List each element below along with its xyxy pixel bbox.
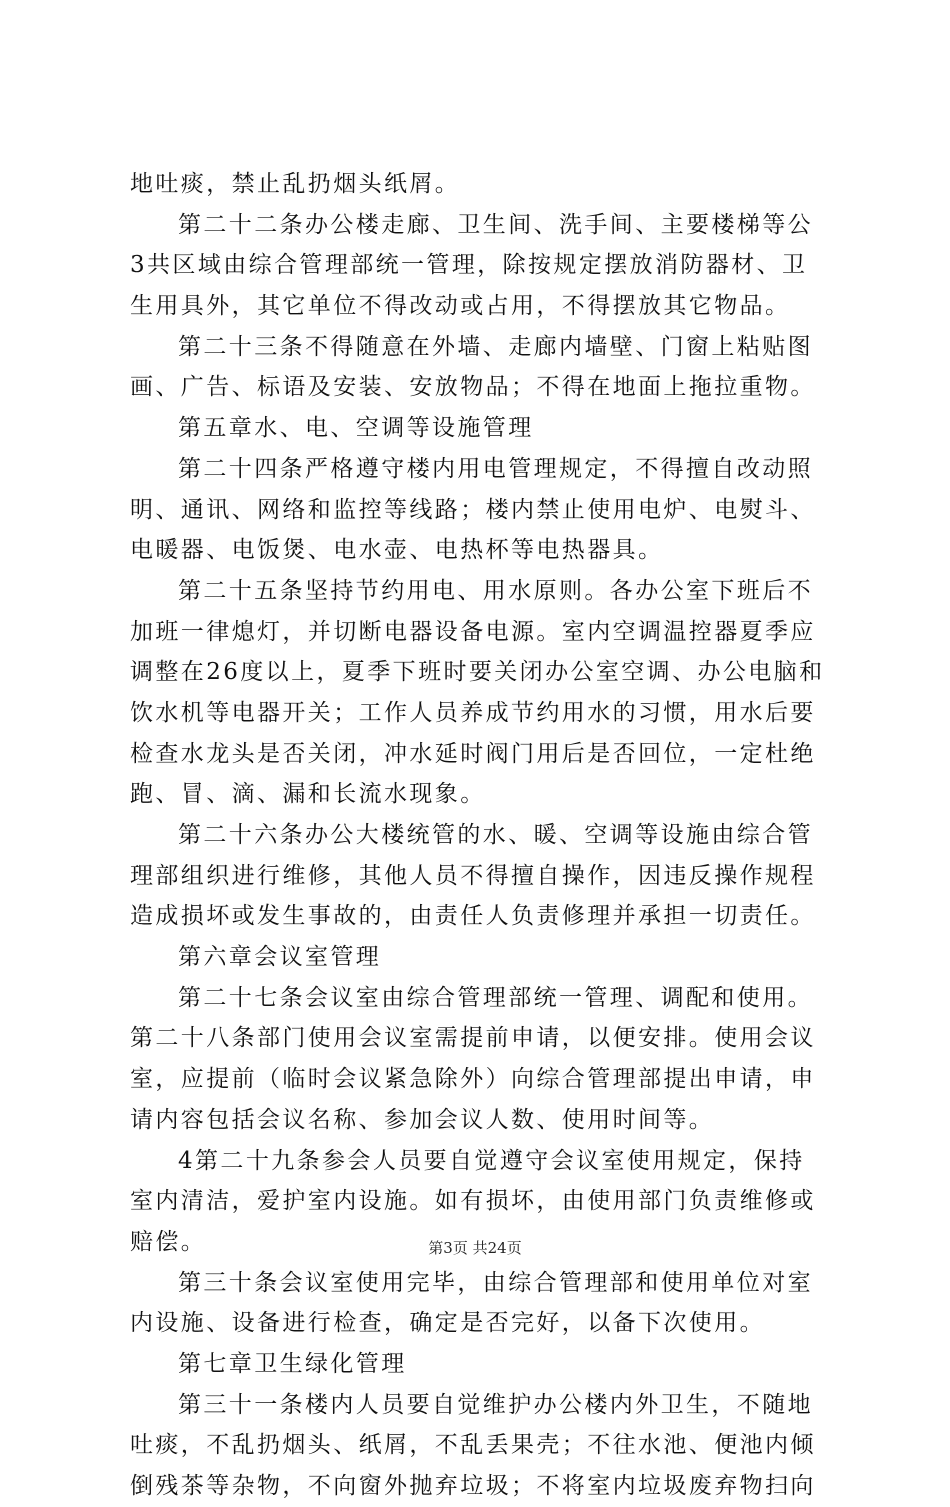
text-line: 理部组织进行维修，其他人员不得擅自操作，因违反操作规程	[130, 862, 816, 889]
text-line: 明、通讯、网络和监控等线路；楼内禁止使用电炉、电熨斗、	[130, 496, 816, 523]
text-line: 第二十八条部门使用会议室需提前申请，以便安排。使用会议	[130, 1025, 816, 1052]
text-line: 赔偿。	[130, 1228, 207, 1255]
text-line: 跑、冒、滴、漏和长流水现象。	[130, 781, 486, 808]
text-line: 第三十条会议室使用完毕，由综合管理部和使用单位对室	[178, 1269, 813, 1296]
text-line: 第五章水、电、空调等设施管理	[178, 415, 534, 442]
text-line: 倒残茶等杂物，不向窗外抛弃垃圾；不将室内垃圾废弃物扫向	[130, 1473, 816, 1499]
text-line: 第二十三条不得随意在外墙、走廊内墙壁、门窗上粘贴图	[178, 333, 813, 360]
text-line: 画、广告、标语及安装、安放物品；不得在地面上拖拉重物。	[130, 374, 816, 401]
text-line: 第二十六条办公大楼统管的水、暖、空调等设施由综合管	[178, 822, 813, 848]
text-line: 第六章会议室管理	[178, 944, 382, 971]
text-line: 请内容包括会议名称、参加会议人数、使用时间等。	[130, 1106, 715, 1133]
text-line: 第二十四条严格遵守楼内用电管理规定，不得擅自改动照	[178, 455, 813, 482]
text-line: 室内清洁，爱护室内设施。如有损坏，由使用部门负责维修或	[130, 1188, 816, 1215]
text-line: 第三十一条楼内人员要自觉维护办公楼内外卫生，不随地	[178, 1391, 813, 1418]
text-line: 吐痰，不乱扔烟头、纸屑，不乱丢果壳；不往水池、便池内倾	[130, 1432, 816, 1459]
text-line: 检查水龙头是否关闭，冲水延时阀门用后是否回位，一定杜绝	[130, 740, 816, 767]
text-line: 饮水机等电器开关；工作人员养成节约用水的习惯，用水后要	[130, 699, 816, 726]
text-line: 4第二十九条参会人员要自觉遵守会议室使用规定，保持	[178, 1147, 805, 1174]
page-footer: 第3页 共24页	[428, 1239, 522, 1257]
text-line: 3共区域由综合管理部统一管理，除按规定摆放消防器材、卫	[130, 252, 808, 279]
text-line: 室，应提前（临时会议紧急除外）向综合管理部提出申请，申	[130, 1066, 816, 1093]
text-line: 第二十五条坚持节约用电、用水原则。各办公室下班后不	[178, 577, 813, 604]
text-line: 生用具外，其它单位不得改动或占用，不得摆放其它物品。	[130, 293, 791, 320]
text-line: 造成损坏或发生事故的，由责任人负责修理并承担一切责任。	[130, 903, 816, 930]
text-line: 加班一律熄灯，并切断电器设备电源。室内空调温控器夏季应	[130, 618, 816, 645]
text-line: 第二十七条会议室由综合管理部统一管理、调配和使用。	[178, 984, 813, 1011]
document-body	[130, 164, 830, 1507]
text-line: 调整在26度以上，夏季下班时要关闭办公室空调、办公电脑和	[130, 659, 825, 686]
text-line: 地吐痰，禁止乱扔烟头纸屑。	[130, 171, 461, 197]
text-line: 第七章卫生绿化管理	[178, 1350, 407, 1377]
text-line: 内设施、设备进行检查，确定是否完好，以备下次使用。	[130, 1310, 765, 1337]
text-line: 第二十二条办公楼走廊、卫生间、洗手间、主要楼梯等公	[178, 211, 813, 238]
text-line: 电暖器、电饭煲、电水壶、电热杯等电热器具。	[130, 537, 664, 564]
